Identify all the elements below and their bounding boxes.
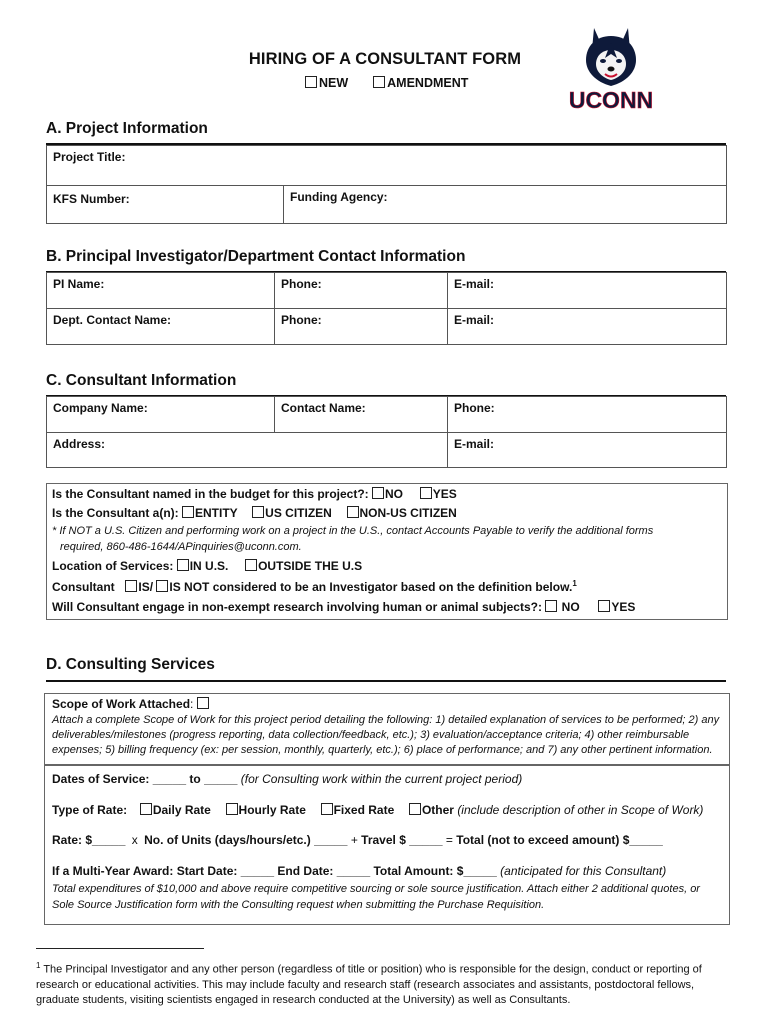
dept-contact-field[interactable] bbox=[47, 309, 275, 345]
footnote-rule bbox=[36, 948, 204, 949]
hourly-rate-label: Hourly Rate bbox=[238, 803, 306, 817]
scope-label: Scope of Work Attached bbox=[52, 697, 191, 711]
entity-label: ENTITY bbox=[195, 506, 238, 520]
uconn-wordmark: UCONN bbox=[568, 87, 654, 112]
in-us-label: IN U.S. bbox=[189, 559, 229, 573]
in-us-checkbox[interactable] bbox=[177, 559, 189, 571]
consultant-info-table bbox=[46, 396, 727, 468]
form-title: HIRING OF A CONSULTANT FORM bbox=[248, 50, 522, 68]
budget-no-checkbox[interactable] bbox=[372, 487, 384, 499]
section-d-rule bbox=[46, 680, 726, 682]
scope-colon: : bbox=[190, 697, 194, 711]
expenditure-note-1: Total expenditures of $10,000 and above require competitive sourcing or sole source justification. Attach either 2 additional quotes, or bbox=[52, 883, 700, 895]
pi-email-field[interactable] bbox=[448, 273, 727, 309]
amendment-checkbox[interactable] bbox=[373, 76, 385, 88]
plus-sign: + bbox=[350, 833, 358, 847]
new-label: NEW bbox=[319, 76, 349, 90]
engage-question: Will Consultant engage in non-exempt research involving human or animal subjects?: bbox=[52, 600, 542, 614]
footnote-text: The Principal Investigator and any other person (regardless of title or position) who is responsible for the design, conduct or reporting of research or educational activities. This may include faculty and research staff (research associates and assistants, postdoctoral fellows, graduate students, visiting scientists engaged in research conducted at the University) as well as Consultants. bbox=[36, 963, 702, 1006]
uconn-husky-logo bbox=[556, 24, 666, 112]
footnote bbox=[36, 958, 736, 1008]
engage-yes-label: YES bbox=[611, 600, 636, 614]
citizenship-note-contact: required, 860-486-1644/APinquiries@uconn.com. bbox=[60, 541, 302, 553]
funding-agency-label: Funding Agency: bbox=[290, 190, 388, 204]
other-rate-checkbox[interactable] bbox=[409, 803, 421, 815]
total-field[interactable]: Total (not to exceed amount) $_____ bbox=[456, 833, 663, 847]
pi-phone-label: Phone: bbox=[281, 277, 322, 291]
times-sign: x bbox=[131, 833, 138, 847]
is-not-checkbox[interactable] bbox=[156, 580, 168, 592]
scope-row bbox=[52, 697, 210, 711]
other-rate-note: (include description of other in Scope of Work) bbox=[457, 803, 704, 817]
consultant-phone-label: Phone: bbox=[454, 401, 495, 415]
expenditure-note-2: Sole Source Justification form with the Consulting request when submitting the Purchase Requisition. bbox=[52, 899, 545, 911]
rate-calc-row bbox=[52, 833, 663, 847]
travel-field[interactable]: Travel $ _____ bbox=[361, 833, 443, 847]
non-us-checkbox[interactable] bbox=[347, 506, 359, 518]
multi-year-note: (anticipated for this Consultant) bbox=[500, 864, 667, 878]
multi-year-row bbox=[52, 864, 666, 878]
outside-us-label: OUTSIDE THE U.S bbox=[258, 559, 363, 573]
is-checkbox[interactable] bbox=[125, 580, 137, 592]
pi-name-field[interactable] bbox=[47, 273, 275, 309]
location-row bbox=[52, 559, 362, 573]
address-label: Address: bbox=[53, 437, 106, 451]
multi-year-fields[interactable]: If a Multi-Year Award: Start Date: _____ End Date: _____ Total Amount: $_____ bbox=[52, 864, 497, 878]
fixed-rate-checkbox[interactable] bbox=[321, 803, 333, 815]
budget-no-label: NO bbox=[385, 487, 404, 501]
location-question: Location of Services: bbox=[52, 559, 174, 573]
footnote-ref: 1 bbox=[572, 579, 577, 588]
rate-type-label: Type of Rate: bbox=[52, 803, 128, 817]
hourly-rate-checkbox[interactable] bbox=[226, 803, 238, 815]
footnote-mark: 1 bbox=[36, 961, 41, 970]
engage-no-label: NO bbox=[561, 600, 580, 614]
daily-rate-checkbox[interactable] bbox=[140, 803, 152, 815]
budget-yes-checkbox[interactable] bbox=[420, 487, 432, 499]
pi-name-label: PI Name: bbox=[53, 277, 105, 291]
outside-us-checkbox[interactable] bbox=[245, 559, 257, 571]
dates-row bbox=[52, 772, 522, 786]
dates-of-service[interactable]: Dates of Service: _____ to _____ bbox=[52, 772, 241, 786]
dept-email-field[interactable] bbox=[448, 309, 727, 345]
section-b-heading: B. Principal Investigator/Department Contact Information bbox=[46, 248, 466, 265]
pi-phone-field[interactable] bbox=[275, 273, 448, 309]
kfs-number-label: KFS Number: bbox=[53, 192, 130, 206]
units-field[interactable]: No. of Units (days/hours/etc.) _____ bbox=[144, 833, 348, 847]
scope-instructions-1: Attach a complete Scope of Work for this project period detailing the following: 1) detailed explanation of services to be performed; 2) any bbox=[52, 714, 720, 726]
citizenship-note: * If NOT a U.S. Citizen and performing work on a project in the U.S., contact Accounts Payable to verify the additional forms bbox=[52, 525, 654, 537]
engage-no-checkbox[interactable] bbox=[545, 600, 557, 612]
dept-contact-label: Dept. Contact Name: bbox=[53, 313, 172, 327]
consultant-type-row bbox=[52, 506, 457, 520]
dates-note: (for Consulting work within the current project period) bbox=[240, 772, 523, 786]
section-d-heading: D. Consulting Services bbox=[46, 656, 215, 673]
dept-phone-field[interactable] bbox=[275, 309, 448, 345]
other-rate-label: Other bbox=[421, 803, 454, 817]
daily-rate-label: Daily Rate bbox=[152, 803, 211, 817]
kfs-number-field[interactable] bbox=[47, 186, 284, 224]
contact-name-field[interactable] bbox=[275, 397, 448, 433]
scope-instructions-3: expenses; 5) billing frequency (ex: per session, monthly, quarterly, etc.); 6) place of performance; and 7) any other pertinent information. bbox=[52, 744, 713, 756]
form-type-options bbox=[305, 76, 468, 90]
entity-checkbox[interactable] bbox=[182, 506, 194, 518]
consultant-email-field[interactable] bbox=[448, 433, 727, 468]
section-a-heading: A. Project Information bbox=[46, 120, 208, 137]
equals-sign: = bbox=[445, 833, 453, 847]
non-us-label: NON-US CITIZEN bbox=[359, 506, 457, 520]
scope-checkbox[interactable] bbox=[197, 697, 209, 709]
scope-instructions-2: deliverables/milestones (progress reporting, data collection/feedback, etc.); 3) evaluation/acceptance criteria; 4) other reimbursable bbox=[52, 729, 690, 741]
budget-question: Is the Consultant named in the budget for this project?: bbox=[52, 487, 369, 501]
rate-type-row bbox=[52, 803, 703, 817]
us-citizen-label: US CITIZEN bbox=[265, 506, 332, 520]
company-name-field[interactable] bbox=[47, 397, 275, 433]
rate-field[interactable]: Rate: $_____ bbox=[52, 833, 126, 847]
project-info-table bbox=[46, 145, 727, 224]
consultant-email-label: E-mail: bbox=[454, 437, 495, 451]
project-title-label: Project Title: bbox=[53, 150, 126, 164]
budget-yes-label: YES bbox=[432, 487, 457, 501]
consultant-label: Consultant bbox=[52, 580, 115, 594]
budget-question-row bbox=[52, 487, 457, 501]
is-not-label: IS NOT considered to be an Investigator based on the definition below. bbox=[169, 580, 573, 594]
contact-name-label: Contact Name: bbox=[281, 401, 366, 415]
project-title-field[interactable] bbox=[47, 146, 727, 186]
amendment-label: AMENDMENT bbox=[387, 76, 469, 90]
engage-yes-checkbox[interactable] bbox=[598, 600, 610, 612]
fixed-rate-label: Fixed Rate bbox=[333, 803, 395, 817]
is-label: IS/ bbox=[138, 580, 154, 594]
dept-email-label: E-mail: bbox=[454, 313, 495, 327]
dept-phone-label: Phone: bbox=[281, 313, 322, 327]
new-checkbox[interactable] bbox=[305, 76, 317, 88]
section-c-heading: C. Consultant Information bbox=[46, 372, 237, 389]
consultant-type-question: Is the Consultant a(n): bbox=[52, 506, 179, 520]
consultant-phone-field[interactable] bbox=[448, 397, 727, 433]
address-field[interactable] bbox=[47, 433, 448, 468]
us-citizen-checkbox[interactable] bbox=[252, 506, 264, 518]
funding-agency-field[interactable] bbox=[284, 186, 727, 224]
pi-contact-table bbox=[46, 272, 727, 345]
company-name-label: Company Name: bbox=[53, 401, 148, 415]
investigator-row bbox=[52, 579, 577, 594]
engage-row bbox=[52, 600, 635, 614]
pi-email-label: E-mail: bbox=[454, 277, 495, 291]
